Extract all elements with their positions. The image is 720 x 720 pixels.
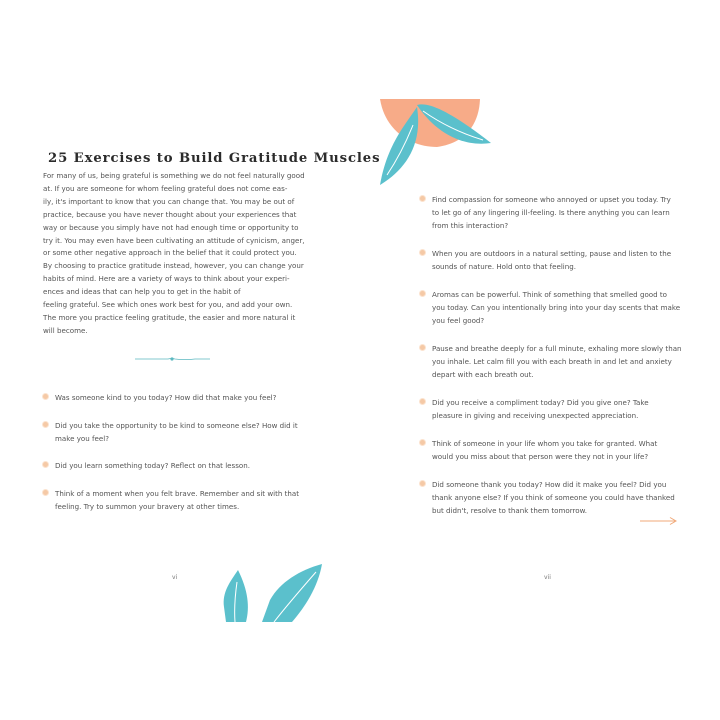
item-text: but didn't, resolve to thank them tomorrow. bbox=[432, 506, 588, 515]
leaf-sun-illustration-top bbox=[375, 95, 495, 190]
intro-line: feeling grateful. See which ones work best for you, and add your own. bbox=[43, 300, 293, 310]
list-item bbox=[43, 391, 333, 404]
intro-line: try it. You may even have been cultivating an attitude of cynicism, anger, bbox=[43, 235, 305, 245]
list-item bbox=[43, 419, 333, 445]
bullet-icon bbox=[43, 394, 48, 399]
page-number: vii bbox=[544, 574, 551, 581]
intro-paragraph bbox=[43, 170, 305, 338]
bullet-icon bbox=[420, 440, 425, 445]
intro-line: For many of us, being grateful is something we do not feel naturally good bbox=[43, 171, 305, 180]
intro-line: The more you practice feeling gratitude, the easier and more natural it bbox=[43, 312, 296, 322]
intro-line: or some other negative approach in the belief that it could protect you. bbox=[43, 248, 297, 258]
item-text: you feel good? bbox=[432, 316, 485, 325]
list-item bbox=[420, 478, 710, 517]
item-text: Think of someone in your life whom you take for granted. What bbox=[432, 439, 658, 448]
item-text: Think of a moment when you felt brave. Remember and sit with that bbox=[55, 489, 300, 498]
item-text: Did someone thank you today? How did it make you feel? Did you bbox=[432, 480, 667, 489]
next-page-arrow-icon bbox=[640, 516, 678, 526]
exercise-list-right bbox=[420, 193, 710, 517]
item-text: Did you take the opportunity to be kind to someone else? How did it bbox=[55, 421, 298, 430]
list-item bbox=[420, 396, 710, 422]
page-number: vi bbox=[172, 574, 178, 581]
item-text: feeling. Try to summon your bravery at other times. bbox=[55, 502, 240, 511]
page-title: 25 Exercises to Build Gratitude Muscles bbox=[48, 150, 381, 166]
item-text: make you feel? bbox=[55, 434, 109, 443]
list-item bbox=[420, 288, 710, 327]
list-item bbox=[420, 342, 710, 381]
item-text: you today. Can you intentionally bring into your day scents that make bbox=[432, 303, 681, 312]
item-text: from this interaction? bbox=[432, 221, 509, 230]
item-text: Did you receive a compliment today? Did you give one? Take bbox=[432, 398, 649, 407]
item-text: pleasure in giving and receiving unexpected appreciation. bbox=[432, 411, 639, 420]
intro-line: By choosing to practice gratitude instead, however, you can change your bbox=[43, 261, 304, 271]
list-item bbox=[43, 487, 333, 513]
intro-line: ily, it's important to know that you can change that. You may be out of bbox=[43, 196, 295, 206]
item-text: thank anyone else? If you think of someone you could have thanked bbox=[432, 493, 675, 502]
item-text: Did you learn something today? Reflect on that lesson. bbox=[55, 461, 251, 470]
list-item bbox=[43, 459, 333, 472]
item-text: depart with each breath out. bbox=[432, 370, 534, 379]
exercise-list-left bbox=[43, 391, 333, 513]
item-text: Find compassion for someone who annoyed or upset you today. Try bbox=[432, 195, 671, 204]
item-text: you inhale. Let calm fill you with each breath in and let and anxiety bbox=[432, 357, 672, 366]
bullet-icon bbox=[420, 291, 425, 296]
intro-line: at. If you are someone for whom feeling grateful does not come eas- bbox=[43, 183, 288, 193]
bullet-icon bbox=[420, 345, 425, 350]
ornamental-divider bbox=[135, 356, 210, 362]
bullet-icon bbox=[420, 196, 425, 201]
bullet-icon bbox=[420, 481, 425, 486]
list-item bbox=[420, 247, 710, 273]
item-text: sounds of nature. Hold onto that feeling. bbox=[432, 262, 577, 271]
intro-line: practice, because you have never thought about your experiences that bbox=[43, 209, 297, 219]
leaf-illustration-bottom bbox=[210, 562, 330, 622]
intro-line: ences and ideas that can help you to get in the habit of bbox=[43, 287, 241, 297]
item-text: Was someone kind to you today? How did that make you feel? bbox=[55, 393, 277, 402]
intro-line: way or because you simply have not had enough time or opportunity to bbox=[43, 222, 299, 232]
bullet-icon bbox=[43, 422, 48, 427]
bullet-icon bbox=[420, 250, 425, 255]
item-text: to let go of any lingering ill-feeling. Is there anything you can learn bbox=[432, 208, 670, 217]
item-text: Pause and breathe deeply for a full minute, exhaling more slowly than bbox=[432, 344, 682, 353]
bullet-icon bbox=[420, 399, 425, 404]
bullet-icon bbox=[43, 490, 48, 495]
intro-line: will become. bbox=[43, 325, 88, 335]
item-text: would you miss about that person were they not in your life? bbox=[432, 452, 649, 461]
item-text: Aromas can be powerful. Think of something that smelled good to bbox=[432, 290, 668, 299]
intro-line: habits of mind. Here are a variety of ways to think about your experi- bbox=[43, 274, 290, 284]
list-item bbox=[420, 437, 710, 463]
bullet-icon bbox=[43, 462, 48, 467]
item-text: When you are outdoors in a natural setting, pause and listen to the bbox=[432, 249, 672, 258]
list-item bbox=[420, 193, 710, 232]
